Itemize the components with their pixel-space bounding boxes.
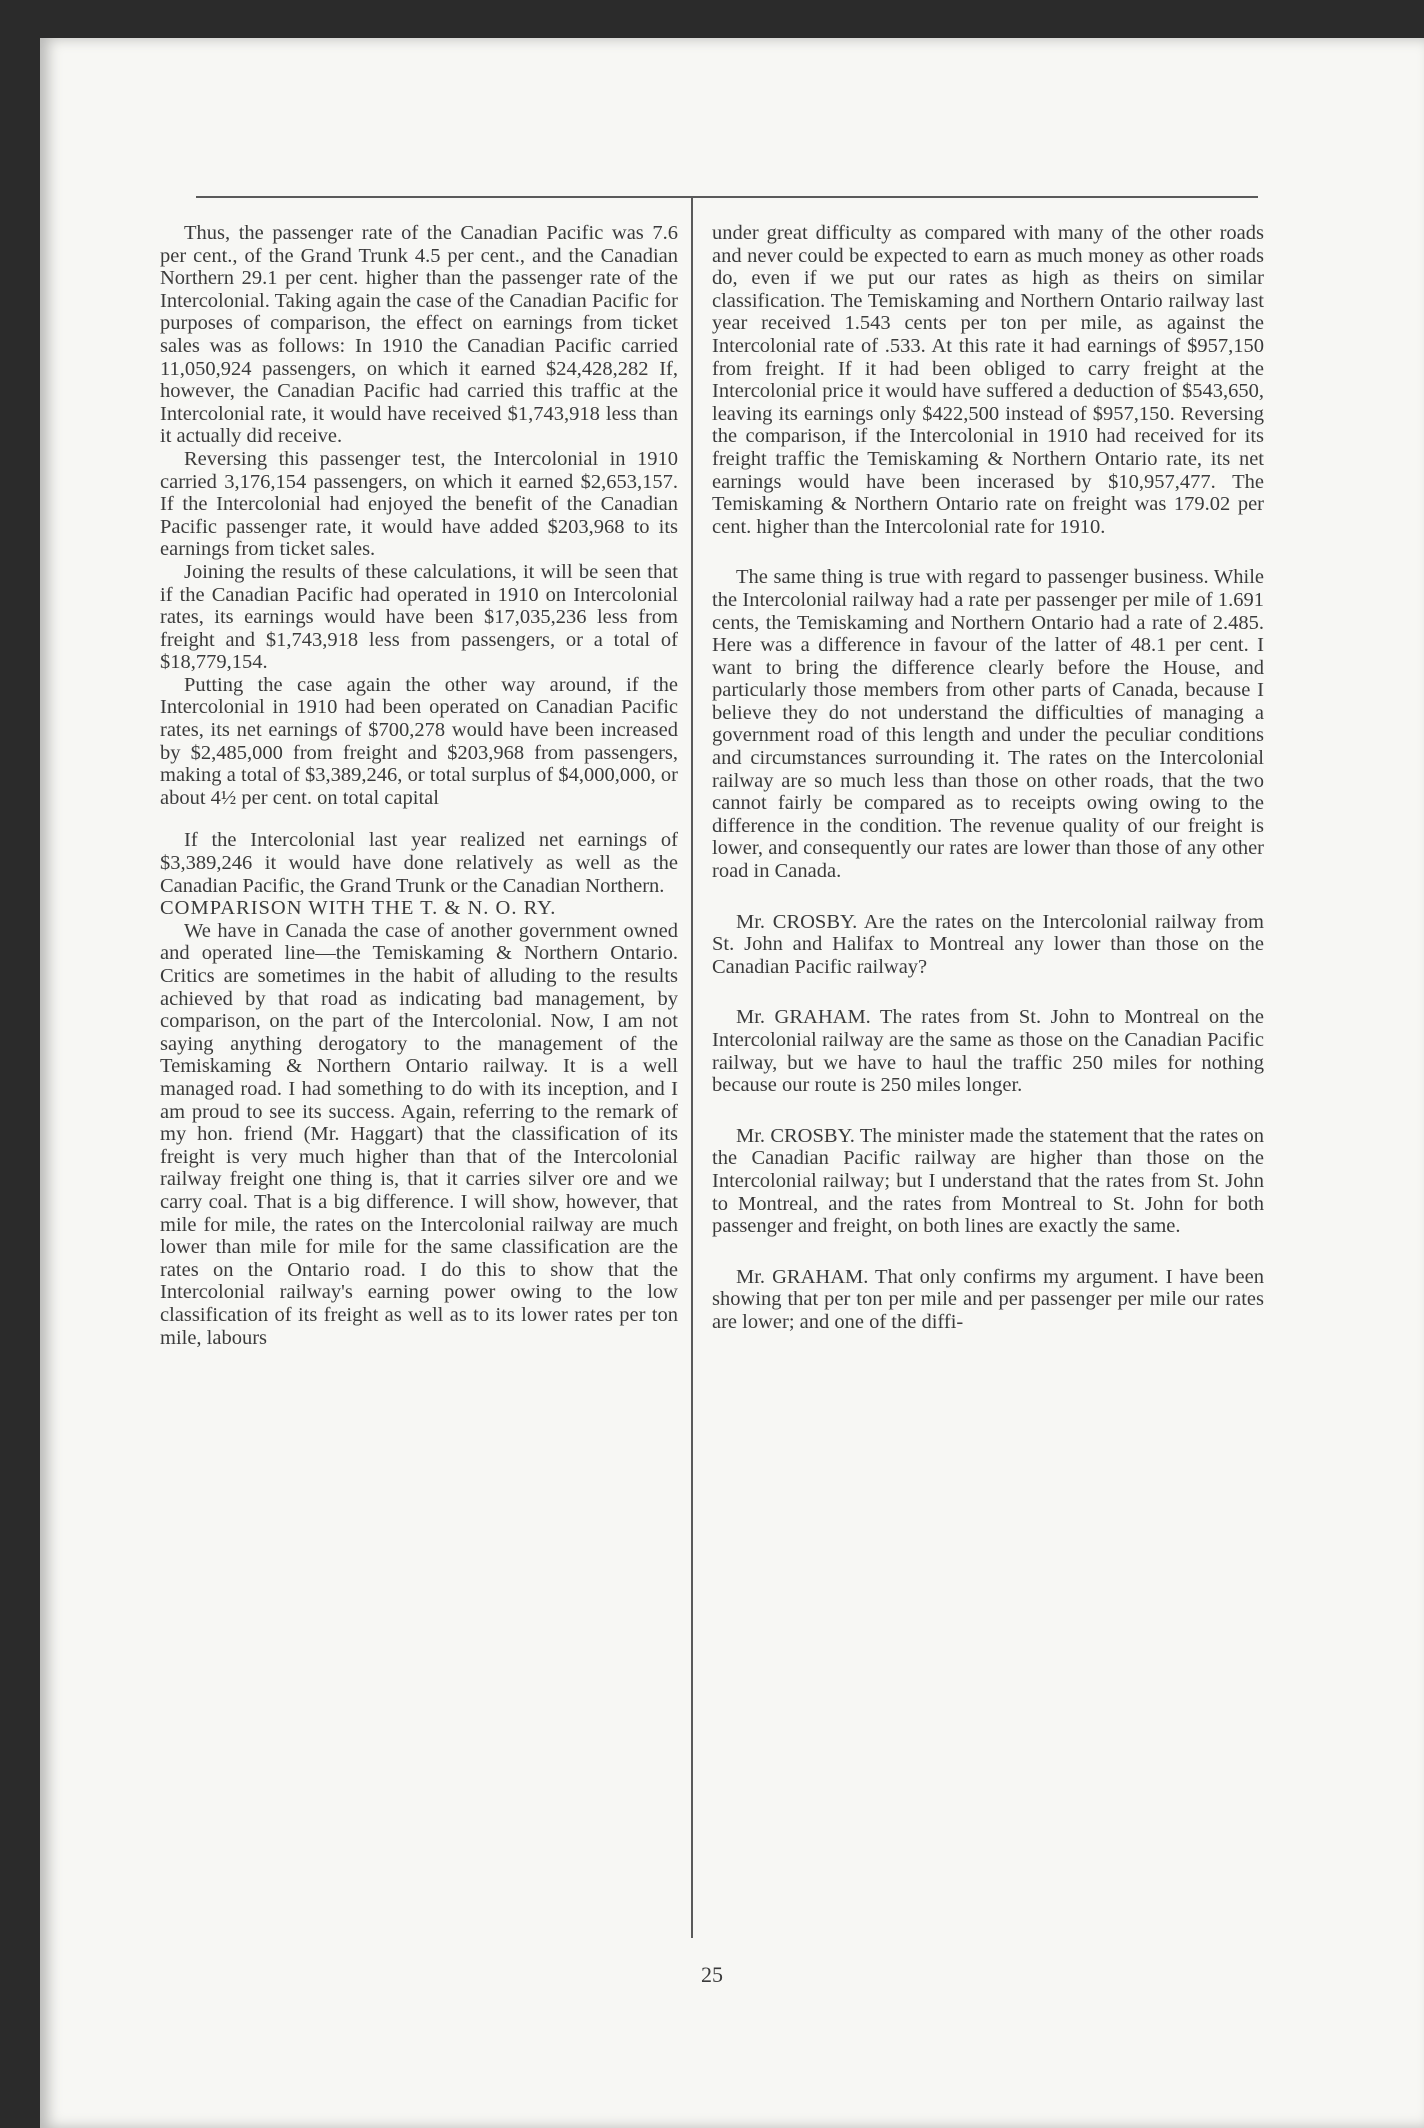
left-column — [160, 222, 678, 1349]
paragraph: Mr. CROSBY. Are the rates on the Intercolonial railway from St. John and Halifax to Montreal any lower than those on the Canadian Pacific railway? — [712, 910, 1264, 978]
paragraph: Mr. CROSBY. The minister made the statement that the rates on the Canadian Pacific railway are higher than those on the Intercolonial railway; but I understand that the rates from St. John to Montreal, and the rates from Montreal to St. John for both passenger and freight, on both lines are exactly the same. — [712, 1124, 1264, 1238]
section-heading: COMPARISON WITH THE T. & N. O. RY. — [160, 897, 557, 920]
paragraph: If the Intercolonial last year realized net earnings of $3,389,246 it would have done relatively as well as the Canadian Pacific, the Grand Trunk or the Canadian Northern. — [160, 829, 678, 897]
paragraph: Reversing this passenger test, the Intercolonial in 1910 carried 3,176,154 passengers, on which it earned $2,653,157. If the Intercolonial had enjoyed the benefit of the Canadian Pacific passenger rate, it would have added $203,968 to its earnings from ticket sales. — [160, 447, 678, 561]
top-rule — [196, 196, 1258, 198]
paragraph: Mr. GRAHAM. The rates from St. John to Montreal on the Intercolonial railway are the same as those on the Canadian Pacific railway, but we have to haul the traffic 250 miles for nothing because our route is 250 miles longer. — [712, 1006, 1264, 1097]
column-divider — [691, 198, 693, 1938]
paragraph: Putting the case again the other way around, if the Intercolonial in 1910 had been operated on Canadian Pacific rates, its net earnings of $700,278 would have been increased by $2,485,000 from freight and $203,968 from passengers, making a total of $3,389,246, or total surplus of $4,000,000, or about 4½ per cent. on total capital — [160, 673, 678, 809]
paragraph: The same thing is true with regard to passenger business. While the Intercolonial railway had a rate per passenger per mile of 1.691 cents, the Temiskaming and Northern Ontario had a rate of 2.485. Here was a difference in favour of the latter of 48.1 per cent. I want to bring the difference clearly before the House, and particularly those members from other parts of Canada, because I believe they do not understand the difficulties of managing a government road of this length and under the peculiar conditions and circumstances surrounding it. The rates on the Intercolonial railway are so much less than those on other roads, that the two cannot fairly be compared as to receipts owing owing to the difference in the condition. The revenue quality of our freight is lower, and consequently our rates are lower than those of any other road in Canada. — [712, 566, 1264, 883]
paragraph: Joining the results of these calculations, it will be seen that if the Canadian Pacific had operated in 1910 on Intercolonial rates, its earnings would have been $17,035,236 less from freight and $1,743,918 less from passengers, or a total of $18,779,154. — [160, 560, 678, 674]
paragraph: Mr. GRAHAM. That only confirms my argument. I have been showing that per ton per mile and per passenger per mile our rates are lower; and one of the diffi- — [712, 1265, 1264, 1333]
page-number: 25 — [701, 1962, 723, 1987]
right-column — [712, 222, 1264, 1334]
paragraph: under great difficulty as compared with many of the other roads and never could be expected to earn as much money as other roads do, even if we put our rates as high as theirs on similar classification. The Temiskaming and Northern Ontario railway last year received 1.543 cents per ton per mile, as against the Intercolonial rate of .533. At this rate it had earnings of $957,150 from freight. If it had been obliged to carry freight at the Intercolonial price it would have suffered a deduction of $543,650, leaving its earnings only $422,500 instead of $957,150. Reversing the comparison, if the Intercolonial in 1910 had received for its freight traffic the Temiskaming & Northern Ontario rate, its net earnings would have been incerased by $10,957,477. The Temiskaming & Northern Ontario rate on freight was 179.02 per cent. higher than the Intercolonial rate for 1910. — [712, 222, 1264, 538]
paragraph: Thus, the passenger rate of the Canadian Pacific was 7.6 per cent., of the Grand Trunk 4.5 per cent., and the Canadian Northern 29.1 per cent. higher than the passenger rate of the Intercolonial. Taking again the case of the Canadian Pacific for purposes of comparison, the effect on earnings from ticket sales was as follows: In 1910 the Canadian Pacific carried 11,050,924 passengers, on which it earned $24,428,282 If, however, the Canadian Pacific had carried this traffic at the Intercolonial rate, it would have received $1,743,918 less than it actually did receive. — [160, 222, 678, 448]
paragraph: We have in Canada the case of another government owned and operated line—the Temiskaming & Northern Ontario. Critics are sometimes in the habit of alluding to the results achieved by that road as indicating bad management, by comparison, on the part of the Intercolonial. Now, I am not saying anything derogatory to the management of the Temiskaming & Northern Ontario railway. It is a well managed road. I had something to do with its inception, and I am proud to see its success. Again, referring to the remark of my hon. friend (Mr. Haggart) that the classification of its freight is very much higher than that of the Intercolonial railway freight one thing is, that it carries silver ore and we carry coal. That is a big difference. I will show, however, that mile for mile, the rates on the Intercolonial railway are much lower than mile for mile for the same classification are the rates on the Ontario road. I do this to show that the Intercolonial railway's earning power owing to the low classification of its freight as well as to its lower rates per ton mile, labours — [160, 919, 678, 1349]
